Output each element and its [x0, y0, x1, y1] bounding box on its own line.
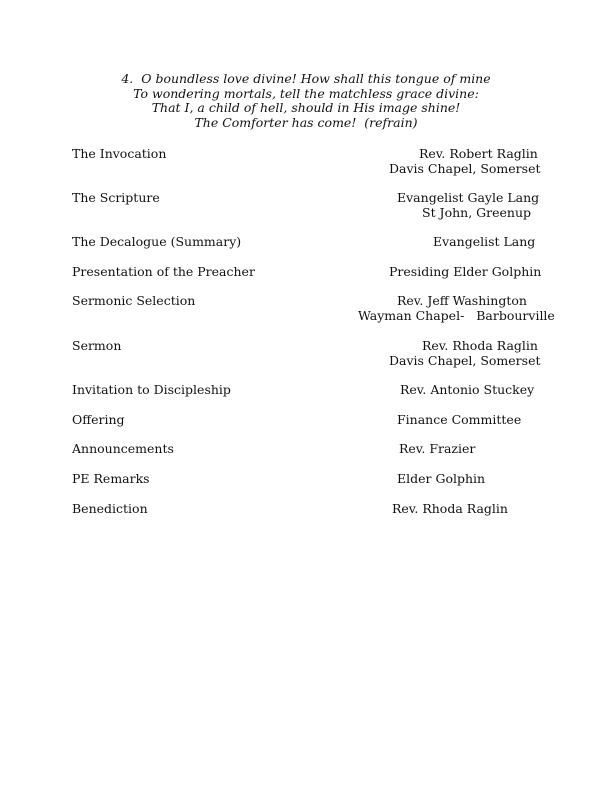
program-item-person: Rev. Antonio Stuckey: [400, 382, 535, 397]
program-item-label: Benediction: [72, 501, 148, 516]
program-item-label: Presentation of the Preacher: [72, 264, 255, 279]
program-item-church: Davis Chapel, Somerset: [389, 161, 541, 176]
program-item-label: Sermonic Selection: [72, 293, 196, 308]
program-item-person: Rev. Jeff Washington: [397, 293, 527, 308]
program-item-person: Rev. Frazier: [399, 441, 476, 456]
program-item-label: The Scripture: [72, 190, 160, 205]
program-item-label: Invitation to Discipleship: [72, 382, 231, 397]
program-item-person: Rev. Rhoda Raglin: [392, 501, 508, 516]
program-item-person: Evangelist Gayle Lang: [397, 190, 540, 205]
program-item-label: PE Remarks: [72, 471, 150, 486]
verse-line: To wondering mortals, tell the matchless grace divine:: [133, 85, 479, 101]
program-item-church: Wayman Chapel- Barbourville: [358, 308, 555, 323]
program-item-label: Sermon: [72, 338, 122, 353]
program-item-person: Evangelist Lang: [433, 234, 536, 249]
program-item-person: Elder Golphin: [397, 471, 486, 486]
program-item-person: Finance Committee: [397, 412, 522, 427]
verse-line: That I, a child of hell, should in His image shine!: [151, 100, 461, 116]
program-item-person: Presiding Elder Golphin: [389, 264, 542, 279]
verse-line: 4. O boundless love divine! How shall this tongue of mine: [121, 71, 491, 86]
hymn-verse: [0, 72, 612, 130]
program-item-label: Announcements: [72, 441, 174, 456]
program-item-person: Rev. Rhoda Raglin: [422, 338, 538, 353]
verse-line: The Comforter has come! (refrain): [194, 114, 418, 130]
program-item-church: Davis Chapel, Somerset: [389, 353, 541, 368]
program-item-label: The Decalogue (Summary): [72, 234, 242, 249]
program-item-person: Rev. Robert Raglin: [419, 146, 538, 161]
program-item-label: The Invocation: [72, 146, 167, 161]
program-item-label: Offering: [72, 412, 125, 427]
program-item-church: St John, Greenup: [422, 205, 532, 220]
